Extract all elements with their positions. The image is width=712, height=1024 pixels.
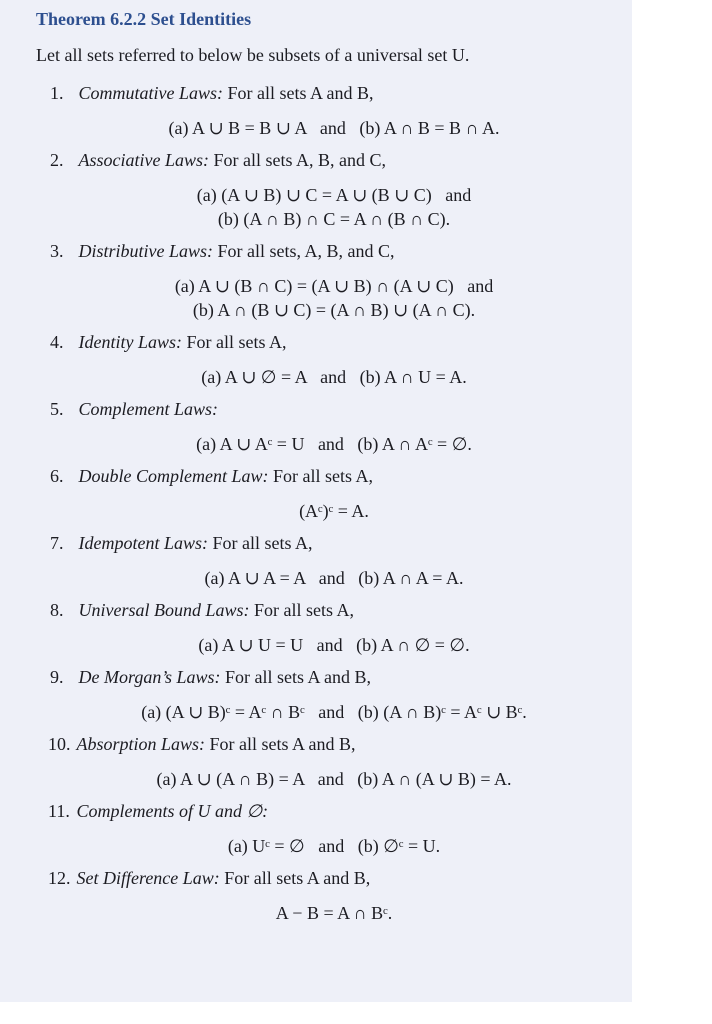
law-name: Identity Laws: [78, 332, 182, 352]
law-number: 2. [50, 150, 64, 170]
equation-line: (a) (A ∪ B)ᶜ = Aᶜ ∩ Bᶜ and (b) (A ∩ B)ᶜ = Aᶜ ∪ Bᶜ. [141, 702, 527, 722]
law-heading [36, 666, 632, 688]
law-equations [36, 365, 632, 389]
equation-line: (a) A ∪ Aᶜ = U and (b) A ∩ Aᶜ = ∅. [196, 434, 472, 454]
law-equations [36, 901, 632, 925]
law-name: Associative Laws: [78, 150, 209, 170]
law-item-5 [36, 398, 632, 456]
law-name: Complements of U and ∅: [76, 801, 269, 821]
law-qualifier: For all sets A and B, [205, 734, 356, 754]
law-number: 3. [50, 241, 64, 261]
law-heading [36, 465, 632, 487]
law-qualifier: For all sets A, [249, 600, 355, 620]
law-qualifier: For all sets A, [208, 533, 313, 553]
law-heading [36, 867, 632, 889]
law-heading [36, 800, 632, 822]
law-item-1 [36, 82, 632, 140]
equation-line: (a) Uᶜ = ∅ and (b) ∅ᶜ = U. [227, 836, 441, 856]
law-equations [36, 274, 632, 322]
equation-line: (a) A ∪ ∅ = A and (b) A ∩ U = A. [201, 367, 467, 387]
law-heading [36, 398, 632, 420]
law-number: 7. [50, 533, 64, 553]
equation-line: (a) A ∪ B = B ∪ A and (b) A ∩ B = B ∩ A. [168, 118, 500, 138]
law-heading [36, 240, 632, 262]
law-item-12 [36, 867, 632, 925]
law-item-3 [36, 240, 632, 322]
law-list [36, 82, 632, 925]
law-item-6 [36, 465, 632, 523]
law-equations [36, 700, 632, 724]
law-qualifier: For all sets A, [182, 332, 287, 352]
law-qualifier: For all sets A and B, [219, 868, 371, 888]
law-heading [36, 532, 632, 554]
equation-line: (a) (A ∪ B) ∪ C = A ∪ (B ∪ C) and [196, 185, 472, 205]
equation-line: A − B = A ∩ Bᶜ. [275, 903, 393, 923]
law-name: De Morgan’s Laws: [78, 667, 221, 687]
law-equations [36, 432, 632, 456]
law-item-11 [36, 800, 632, 858]
law-qualifier: For all sets A and B, [223, 83, 374, 103]
law-equations [36, 566, 632, 590]
theorem-intro: Let all sets referred to below be subsets of a universal set U. [36, 45, 470, 65]
law-number: 10. [48, 734, 71, 754]
law-equations [36, 767, 632, 791]
law-name: Complement Laws: [78, 399, 218, 419]
law-name: Absorption Laws: [76, 734, 206, 754]
law-equations [36, 834, 632, 858]
theorem-title: Theorem 6.2.2 Set Identities [36, 9, 252, 29]
law-number: 11. [48, 801, 70, 821]
law-number: 4. [50, 332, 64, 352]
law-name: Distributive Laws: [78, 241, 214, 261]
equation-line: (b) A ∩ (B ∪ C) = (A ∩ B) ∪ (A ∩ C). [192, 300, 476, 320]
law-qualifier: For all sets A, [268, 466, 373, 486]
law-equations [36, 116, 632, 140]
law-equations [36, 183, 632, 231]
law-name: Commutative Laws: [78, 83, 224, 103]
law-item-8 [36, 599, 632, 657]
equation-line: (a) A ∪ U = U and (b) A ∩ ∅ = ∅. [198, 635, 470, 655]
law-number: 12. [48, 868, 71, 888]
law-name: Set Difference Law: [76, 868, 220, 888]
law-equations [36, 633, 632, 657]
law-heading [36, 599, 632, 621]
law-item-4 [36, 331, 632, 389]
law-heading [36, 733, 632, 755]
law-item-2 [36, 149, 632, 231]
equation-line: (b) (A ∩ B) ∩ C = A ∩ (B ∩ C). [217, 209, 451, 229]
law-name: Double Complement Law: [78, 466, 269, 486]
law-item-7 [36, 532, 632, 590]
equation-line: (Aᶜ)ᶜ = A. [299, 501, 369, 521]
law-heading [36, 331, 632, 353]
equation-line: (a) A ∪ (A ∩ B) = A and (b) A ∩ (A ∪ B) = A. [156, 769, 512, 789]
law-qualifier: For all sets, A, B, and C, [213, 241, 395, 261]
equation-line: (a) A ∪ (B ∩ C) = (A ∪ B) ∩ (A ∪ C) and [174, 276, 494, 296]
law-heading [36, 82, 632, 104]
law-equations [36, 499, 632, 523]
law-qualifier: For all sets A and B, [220, 667, 372, 687]
equation-line: (a) A ∪ A = A and (b) A ∩ A = A. [204, 568, 464, 588]
law-number: 5. [50, 399, 64, 419]
law-item-10 [36, 733, 632, 791]
law-number: 9. [50, 667, 64, 687]
law-number: 8. [50, 600, 64, 620]
law-item-9 [36, 666, 632, 724]
law-heading [36, 149, 632, 171]
law-name: Universal Bound Laws: [78, 600, 250, 620]
law-name: Idempotent Laws: [78, 533, 208, 553]
law-number: 1. [50, 83, 64, 103]
law-number: 6. [50, 466, 64, 486]
law-qualifier: For all sets A, B, and C, [209, 150, 387, 170]
